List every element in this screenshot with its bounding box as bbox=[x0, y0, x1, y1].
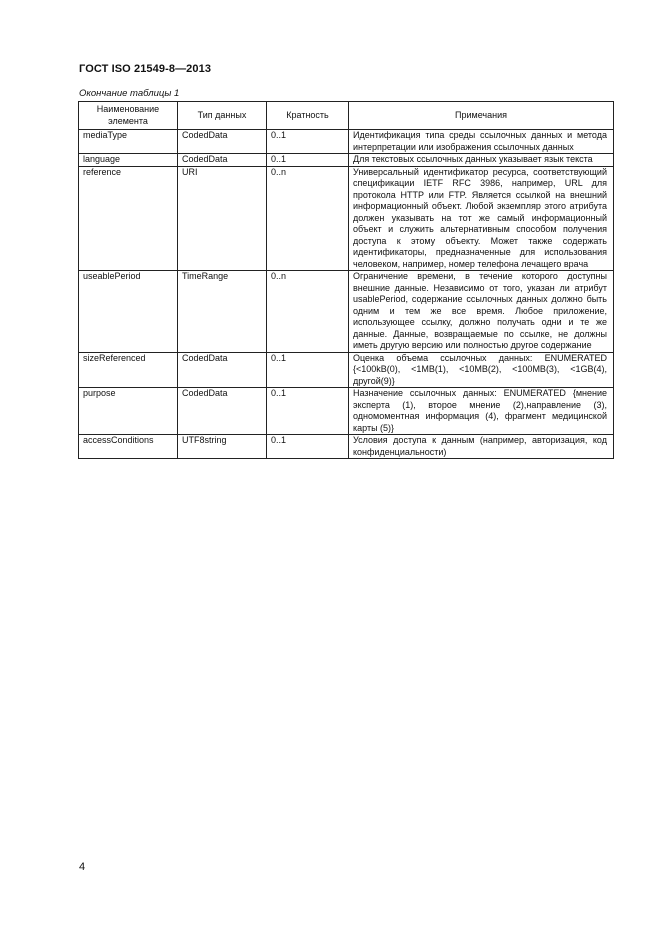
table-row bbox=[79, 271, 614, 353]
cell-element-name: purpose bbox=[79, 388, 178, 435]
column-header-data-type: Тип данных bbox=[178, 102, 267, 130]
table-row bbox=[79, 352, 614, 388]
cell-notes: Ограничение времени, в течение которого доступны внешние данные. Независимо от того, указан ли атрибут usablePeriod, содержание ссылочных данных должно быть одним и тем же все время. Любое приложение, использующее ссылку, должно получать одни и те же данные. Данные, возвращаемые по ссылке, не должны иметь другую версию или полностью другое содержание bbox=[349, 271, 614, 353]
cell-data-type: URI bbox=[178, 166, 267, 271]
cell-data-type: UTF8string bbox=[178, 435, 267, 459]
cell-notes: Для текстовых ссылочных данных указывает язык текста bbox=[349, 154, 614, 167]
cell-element-name: sizeReferenced bbox=[79, 352, 178, 388]
column-header-cardinality: Кратность bbox=[267, 102, 349, 130]
cell-cardinality: 0..n bbox=[267, 271, 349, 353]
cell-notes: Условия доступа к данным (например, авторизация, код конфиденциальности) bbox=[349, 435, 614, 459]
table-row bbox=[79, 166, 614, 271]
cell-data-type: CodedData bbox=[178, 352, 267, 388]
table-caption: Окончание таблицы 1 bbox=[79, 88, 180, 99]
cell-cardinality: 0..1 bbox=[267, 130, 349, 154]
cell-cardinality: 0..n bbox=[267, 166, 349, 271]
cell-element-name: accessConditions bbox=[79, 435, 178, 459]
document-header: ГОСТ ISO 21549-8—2013 bbox=[79, 63, 212, 75]
cell-data-type: CodedData bbox=[178, 130, 267, 154]
table-row bbox=[79, 435, 614, 459]
elements-table bbox=[78, 101, 614, 459]
cell-cardinality: 0..1 bbox=[267, 388, 349, 435]
cell-data-type: CodedData bbox=[178, 388, 267, 435]
cell-element-name: useablePeriod bbox=[79, 271, 178, 353]
cell-element-name: mediaType bbox=[79, 130, 178, 154]
cell-data-type: TimeRange bbox=[178, 271, 267, 353]
table-row bbox=[79, 388, 614, 435]
cell-cardinality: 0..1 bbox=[267, 435, 349, 459]
cell-cardinality: 0..1 bbox=[267, 352, 349, 388]
column-header-notes: Примечания bbox=[349, 102, 614, 130]
cell-notes: Назначение ссылочных данных: ENUMERATED {мнение эксперта (1), второе мнение (2),направление (3), одномоментная информация (4), фрагмент медицинской карты (5)} bbox=[349, 388, 614, 435]
page-number: 4 bbox=[79, 861, 86, 873]
cell-element-name: reference bbox=[79, 166, 178, 271]
table-header-row bbox=[79, 102, 614, 130]
cell-notes: Универсальный идентификатор ресурса, соответствующий спецификации IETF RFC 3986, например, URL для протокола HTTP или FTP. Является ссылкой на внешний информационный объект. Любой экземпляр этого атрибута должен указывать на тот же самый информационный объект и служить альтернативным способом получения доступа к этому объекту. Может также содержать идентификаторы, предназначенные для использования человеком, например, номер телефона лечащего врача bbox=[349, 166, 614, 271]
cell-data-type: CodedData bbox=[178, 154, 267, 167]
table-row bbox=[79, 154, 614, 167]
cell-cardinality: 0..1 bbox=[267, 154, 349, 167]
cell-notes: Идентификация типа среды ссылочных данных и метода интерпретации или изображения ссылочных данных bbox=[349, 130, 614, 154]
cell-element-name: language bbox=[79, 154, 178, 167]
column-header-element-name: Наименование элемента bbox=[79, 102, 178, 130]
cell-notes: Оценка объема ссылочных данных: ENUMERATED {<100kB(0), <1MB(1), <10MB(2), <100MB(3), <1GB(4), другой(9)} bbox=[349, 352, 614, 388]
table-row bbox=[79, 130, 614, 154]
